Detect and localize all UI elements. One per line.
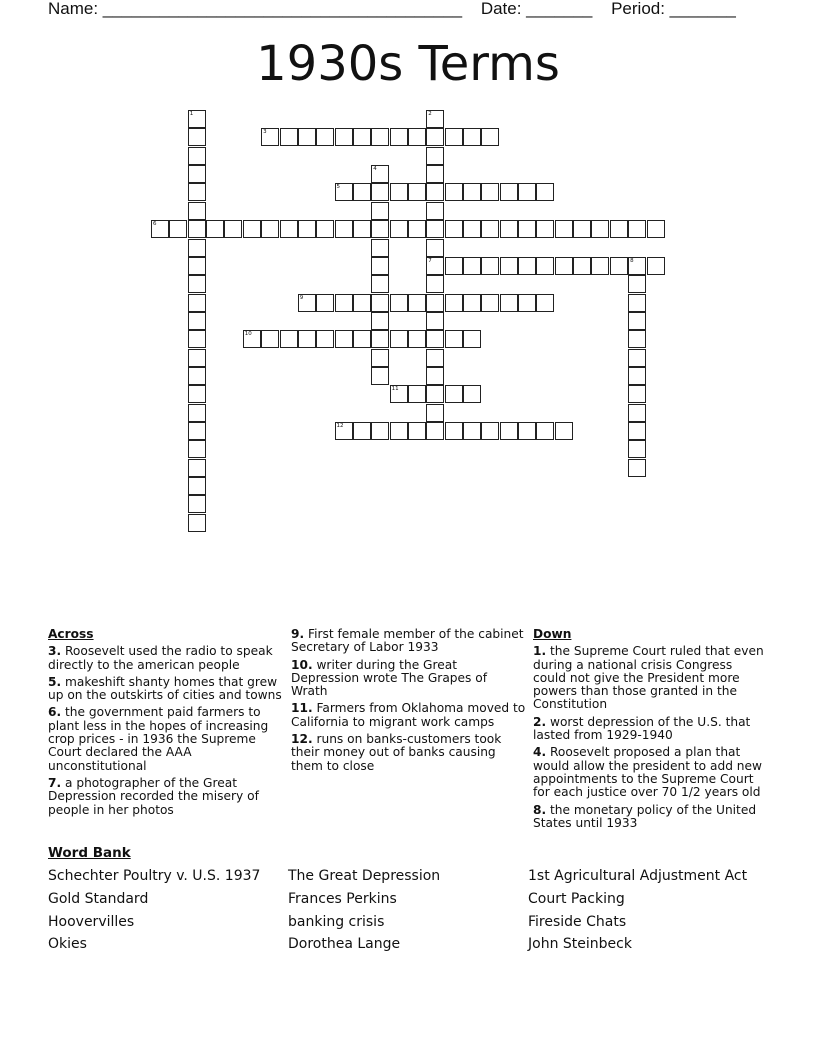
crossword-cell[interactable] bbox=[536, 422, 554, 440]
crossword-cell[interactable] bbox=[518, 422, 536, 440]
crossword-cell[interactable] bbox=[426, 275, 444, 293]
crossword-cell[interactable] bbox=[610, 257, 628, 275]
crossword-cell[interactable] bbox=[500, 220, 518, 238]
word-bank-item: Hoovervilles bbox=[48, 914, 135, 930]
crossword-cell[interactable] bbox=[518, 257, 536, 275]
word-bank-item: Fireside Chats bbox=[528, 914, 627, 930]
crossword-cell[interactable] bbox=[426, 422, 444, 440]
clue-across-3: 3. Roosevelt used the radio to speak directly to the american people bbox=[48, 644, 273, 672]
crossword-cell[interactable] bbox=[280, 330, 298, 348]
clue-down-2: 2. worst depression of the U.S. that lasted from 1929-1940 bbox=[533, 714, 751, 743]
crossword-cell[interactable] bbox=[628, 385, 646, 403]
crossword-cell[interactable] bbox=[463, 330, 481, 348]
word-bank-item: banking crisis bbox=[288, 914, 385, 930]
crossword-cell[interactable] bbox=[628, 294, 646, 312]
crossword-cell[interactable] bbox=[188, 385, 206, 403]
crossword-cell[interactable] bbox=[188, 128, 206, 146]
crossword-cell[interactable] bbox=[463, 422, 481, 440]
crossword-cell[interactable] bbox=[481, 257, 499, 275]
word-bank-item: Schechter Poultry v. U.S. 1937 bbox=[48, 868, 261, 884]
crossword-cell[interactable] bbox=[463, 220, 481, 238]
crossword-cell[interactable] bbox=[518, 294, 536, 312]
crossword-cell[interactable] bbox=[371, 275, 389, 293]
crossword-cell[interactable] bbox=[555, 257, 573, 275]
crossword-cell[interactable] bbox=[500, 183, 518, 201]
crossword-cell[interactable] bbox=[647, 257, 665, 275]
crossword-cell[interactable] bbox=[188, 330, 206, 348]
word-bank-item: Dorothea Lange bbox=[288, 936, 401, 952]
clue-number: 3 bbox=[263, 129, 267, 136]
crossword-cell[interactable] bbox=[408, 330, 426, 348]
clue-down-8: 8. the monetary policy of the United States until 1933 bbox=[533, 802, 757, 830]
crossword-cell[interactable] bbox=[628, 422, 646, 440]
crossword-cell[interactable] bbox=[188, 477, 206, 495]
word-bank-item: Gold Standard bbox=[48, 891, 149, 907]
clue-number: 12 bbox=[336, 423, 344, 429]
clue-across-7: 7. a photographer of the Great Depression recorded the misery of people in her photos bbox=[48, 775, 259, 817]
crossword-cell[interactable] bbox=[353, 330, 371, 348]
crossword-cell[interactable] bbox=[298, 330, 316, 348]
crossword-cell[interactable] bbox=[426, 404, 444, 422]
crossword-cell[interactable] bbox=[280, 220, 298, 238]
crossword-cell[interactable] bbox=[445, 385, 463, 403]
crossword-cell[interactable] bbox=[518, 220, 536, 238]
crossword-cell[interactable] bbox=[573, 220, 591, 238]
crossword-cell[interactable] bbox=[463, 385, 481, 403]
clue-number: 1 bbox=[189, 111, 194, 117]
crossword-cell[interactable] bbox=[371, 183, 389, 201]
across-clues-column-continued bbox=[291, 628, 526, 777]
crossword-cell[interactable] bbox=[426, 110, 444, 128]
crossword-cell[interactable] bbox=[408, 183, 426, 201]
crossword-cell[interactable] bbox=[188, 495, 206, 513]
crossword-cell[interactable] bbox=[371, 422, 389, 440]
down-clues-column bbox=[533, 628, 768, 834]
page-title: 1930s Terms bbox=[256, 36, 560, 92]
crossword-cell[interactable] bbox=[426, 147, 444, 165]
crossword-cell[interactable] bbox=[371, 349, 389, 367]
crossword-cell[interactable] bbox=[426, 367, 444, 385]
word-bank-item: 1st Agricultural Adjustment Act bbox=[528, 868, 748, 884]
clue-number: 7 bbox=[428, 257, 432, 264]
clue-number: 5 bbox=[336, 184, 340, 191]
clue-number: 4 bbox=[373, 166, 377, 173]
crossword-cell[interactable] bbox=[188, 312, 206, 330]
crossword-cell[interactable] bbox=[628, 330, 646, 348]
crossword-cell[interactable] bbox=[390, 330, 408, 348]
crossword-cell[interactable] bbox=[463, 257, 481, 275]
clue-number: 6 bbox=[153, 221, 157, 228]
crossword-cell[interactable] bbox=[445, 128, 463, 146]
crossword-cell[interactable] bbox=[335, 422, 353, 440]
crossword-cell[interactable] bbox=[169, 220, 187, 238]
word-bank-item: Court Packing bbox=[528, 891, 625, 907]
clue-number: 10 bbox=[244, 331, 252, 338]
crossword-cell[interactable] bbox=[445, 294, 463, 312]
crossword-cell[interactable] bbox=[188, 367, 206, 385]
crossword-cell[interactable] bbox=[481, 183, 499, 201]
crossword-cell[interactable] bbox=[188, 147, 206, 165]
crossword-cell[interactable] bbox=[628, 367, 646, 385]
crossword-cell[interactable] bbox=[500, 294, 518, 312]
crossword-cell[interactable] bbox=[591, 220, 609, 238]
crossword-cell[interactable] bbox=[628, 220, 646, 238]
clue-across-11: 11. Farmers from Oklahoma moved to California to migrant work camps bbox=[291, 701, 526, 729]
crossword-cell[interactable] bbox=[335, 183, 353, 201]
crossword-cell[interactable] bbox=[316, 294, 334, 312]
crossword-cell[interactable] bbox=[390, 422, 408, 440]
across-clues-column bbox=[48, 628, 283, 821]
crossword-cell[interactable] bbox=[371, 202, 389, 220]
crossword-cell[interactable] bbox=[371, 239, 389, 257]
date-field[interactable]: Date: _______ bbox=[480, 0, 593, 18]
crossword-cell[interactable] bbox=[371, 330, 389, 348]
crossword-cell[interactable] bbox=[426, 220, 444, 238]
crossword-cell[interactable] bbox=[298, 220, 316, 238]
crossword-cell[interactable] bbox=[610, 220, 628, 238]
crossword-cell[interactable] bbox=[188, 183, 206, 201]
crossword-cell[interactable] bbox=[628, 459, 646, 477]
crossword-cell[interactable] bbox=[536, 294, 554, 312]
crossword-cell[interactable] bbox=[408, 128, 426, 146]
crossword-cell[interactable] bbox=[628, 404, 646, 422]
crossword-cell[interactable] bbox=[371, 257, 389, 275]
clue-down-1: 1. the Supreme Court ruled that even during a national crisis Congress could not give the President more powers than those granted in the Constitution bbox=[533, 644, 764, 712]
crossword-cell[interactable] bbox=[500, 257, 518, 275]
clue-across-9: 9. First female member of the cabinet Secretary of Labor 1933 bbox=[291, 627, 524, 655]
crossword-cell[interactable] bbox=[445, 257, 463, 275]
crossword-cell[interactable] bbox=[243, 220, 261, 238]
crossword-cell[interactable] bbox=[353, 294, 371, 312]
crossword-cell[interactable] bbox=[445, 220, 463, 238]
crossword-cell[interactable] bbox=[445, 422, 463, 440]
clue-down-4: 4. Roosevelt proposed a plan that would allow the president to add new appointments to the Supreme Court for each justice over 70 1/2 years old bbox=[533, 745, 762, 800]
crossword-cell[interactable] bbox=[426, 294, 444, 312]
crossword-cell[interactable] bbox=[463, 128, 481, 146]
crossword-cell[interactable] bbox=[390, 183, 408, 201]
crossword-cell[interactable] bbox=[426, 202, 444, 220]
crossword-cell[interactable] bbox=[555, 220, 573, 238]
crossword-cell[interactable] bbox=[188, 110, 206, 128]
crossword-cell[interactable] bbox=[518, 183, 536, 201]
crossword-cell[interactable] bbox=[390, 128, 408, 146]
crossword-cell[interactable] bbox=[426, 165, 444, 183]
word-bank-item: John Steinbeck bbox=[528, 936, 632, 952]
crossword-cell[interactable] bbox=[188, 294, 206, 312]
crossword-cell[interactable] bbox=[371, 294, 389, 312]
crossword-cell[interactable] bbox=[426, 312, 444, 330]
crossword-cell[interactable] bbox=[353, 220, 371, 238]
clue-number: 9 bbox=[299, 294, 304, 301]
crossword-cell[interactable] bbox=[536, 183, 554, 201]
crossword-cell[interactable] bbox=[188, 202, 206, 220]
crossword-cell[interactable] bbox=[335, 128, 353, 146]
crossword-cell[interactable] bbox=[188, 459, 206, 477]
crossword-cell[interactable] bbox=[573, 257, 591, 275]
crossword-cell[interactable] bbox=[463, 183, 481, 201]
crossword-cell[interactable] bbox=[353, 128, 371, 146]
crossword-cell[interactable] bbox=[188, 239, 206, 257]
crossword-cell[interactable] bbox=[390, 385, 408, 403]
word-bank-item: Okies bbox=[48, 936, 87, 952]
crossword-cell[interactable] bbox=[335, 294, 353, 312]
crossword-cell[interactable] bbox=[408, 220, 426, 238]
crossword-cell[interactable] bbox=[628, 440, 646, 458]
crossword-cell[interactable] bbox=[188, 404, 206, 422]
clue-across-12: 12. runs on banks-customers took their money out of banks causing them to close bbox=[291, 732, 502, 773]
crossword-cell[interactable] bbox=[188, 514, 206, 532]
word-bank-item: The Great Depression bbox=[288, 868, 441, 884]
crossword-cell[interactable] bbox=[500, 422, 518, 440]
crossword-cell[interactable] bbox=[371, 165, 389, 183]
crossword-cell[interactable] bbox=[628, 349, 646, 367]
clue-across-5: 5. makeshift shanty homes that grew up on the outskirts of cities and towns bbox=[48, 674, 282, 703]
crossword-cell[interactable] bbox=[426, 183, 444, 201]
crossword-cell[interactable] bbox=[188, 422, 206, 440]
crossword-cell[interactable] bbox=[628, 312, 646, 330]
crossword-cell[interactable] bbox=[243, 330, 261, 348]
crossword-cell[interactable] bbox=[188, 257, 206, 275]
crossword-cell[interactable] bbox=[445, 330, 463, 348]
crossword-cell[interactable] bbox=[188, 275, 206, 293]
crossword-cell[interactable] bbox=[335, 330, 353, 348]
crossword-cell[interactable] bbox=[445, 183, 463, 201]
crossword-cell[interactable] bbox=[426, 239, 444, 257]
crossword-cell[interactable] bbox=[316, 330, 334, 348]
crossword-cell[interactable] bbox=[316, 220, 334, 238]
name-field[interactable]: Name: ______________________________________ bbox=[48, 0, 463, 18]
crossword-cell[interactable] bbox=[426, 257, 444, 275]
crossword-cell[interactable] bbox=[188, 165, 206, 183]
clue-number: 11 bbox=[391, 386, 399, 393]
word-bank-item: Frances Perkins bbox=[288, 891, 397, 907]
crossword-cell[interactable] bbox=[463, 294, 481, 312]
crossword-cell[interactable] bbox=[371, 312, 389, 330]
clue-number: 2 bbox=[428, 111, 432, 117]
clue-across-10: 10. writer during the Great Depression wrote The Grapes of Wrath bbox=[291, 657, 487, 699]
crossword-cell[interactable] bbox=[280, 128, 298, 146]
crossword-cell[interactable] bbox=[261, 220, 279, 238]
crossword-cell[interactable] bbox=[536, 220, 554, 238]
crossword-cell[interactable] bbox=[555, 422, 573, 440]
crossword-cell[interactable] bbox=[390, 220, 408, 238]
crossword-cell[interactable] bbox=[206, 220, 224, 238]
crossword-cell[interactable] bbox=[371, 128, 389, 146]
crossword-cell[interactable] bbox=[261, 330, 279, 348]
clue-across-6: 6. the government paid farmers to plant less in the hopes of increasing crop prices - in 1936 the Supreme Court declared the AAA unconstitutional bbox=[48, 705, 269, 773]
crossword-cell[interactable] bbox=[481, 294, 499, 312]
crossword-cell[interactable] bbox=[298, 294, 316, 312]
word-bank-heading: Word Bank bbox=[48, 845, 131, 861]
across-heading: Across bbox=[48, 627, 94, 641]
crossword-cell[interactable] bbox=[426, 128, 444, 146]
crossword-cell[interactable] bbox=[188, 440, 206, 458]
crossword-cell[interactable] bbox=[536, 257, 554, 275]
crossword-cell[interactable] bbox=[591, 257, 609, 275]
crossword-cell[interactable] bbox=[316, 128, 334, 146]
crossword-cell[interactable] bbox=[628, 257, 646, 275]
crossword-cell[interactable] bbox=[371, 367, 389, 385]
crossword-cell[interactable] bbox=[481, 422, 499, 440]
crossword-cell[interactable] bbox=[628, 275, 646, 293]
crossword-cell[interactable] bbox=[481, 128, 499, 146]
crossword-cell[interactable] bbox=[188, 349, 206, 367]
crossword-cell[interactable] bbox=[298, 128, 316, 146]
crossword-cell[interactable] bbox=[224, 220, 242, 238]
crossword-cell[interactable] bbox=[261, 128, 279, 146]
crossword-cell[interactable] bbox=[335, 220, 353, 238]
crossword-cell[interactable] bbox=[426, 330, 444, 348]
clue-number: 8 bbox=[630, 257, 634, 264]
crossword-cell[interactable] bbox=[426, 349, 444, 367]
crossword-cell[interactable] bbox=[151, 220, 169, 238]
crossword-cell[interactable] bbox=[371, 220, 389, 238]
crossword-cell[interactable] bbox=[408, 385, 426, 403]
crossword-cell[interactable] bbox=[647, 220, 665, 238]
down-heading: Down bbox=[533, 627, 572, 641]
crossword-cell[interactable] bbox=[188, 220, 206, 238]
crossword-cell[interactable] bbox=[481, 220, 499, 238]
period-field[interactable]: Period: _______ bbox=[611, 0, 736, 18]
crossword-cell[interactable] bbox=[408, 294, 426, 312]
crossword-cell[interactable] bbox=[390, 294, 408, 312]
crossword-cell[interactable] bbox=[408, 422, 426, 440]
crossword-cell[interactable] bbox=[426, 385, 444, 403]
crossword-cell[interactable] bbox=[353, 183, 371, 201]
crossword-cell[interactable] bbox=[353, 422, 371, 440]
